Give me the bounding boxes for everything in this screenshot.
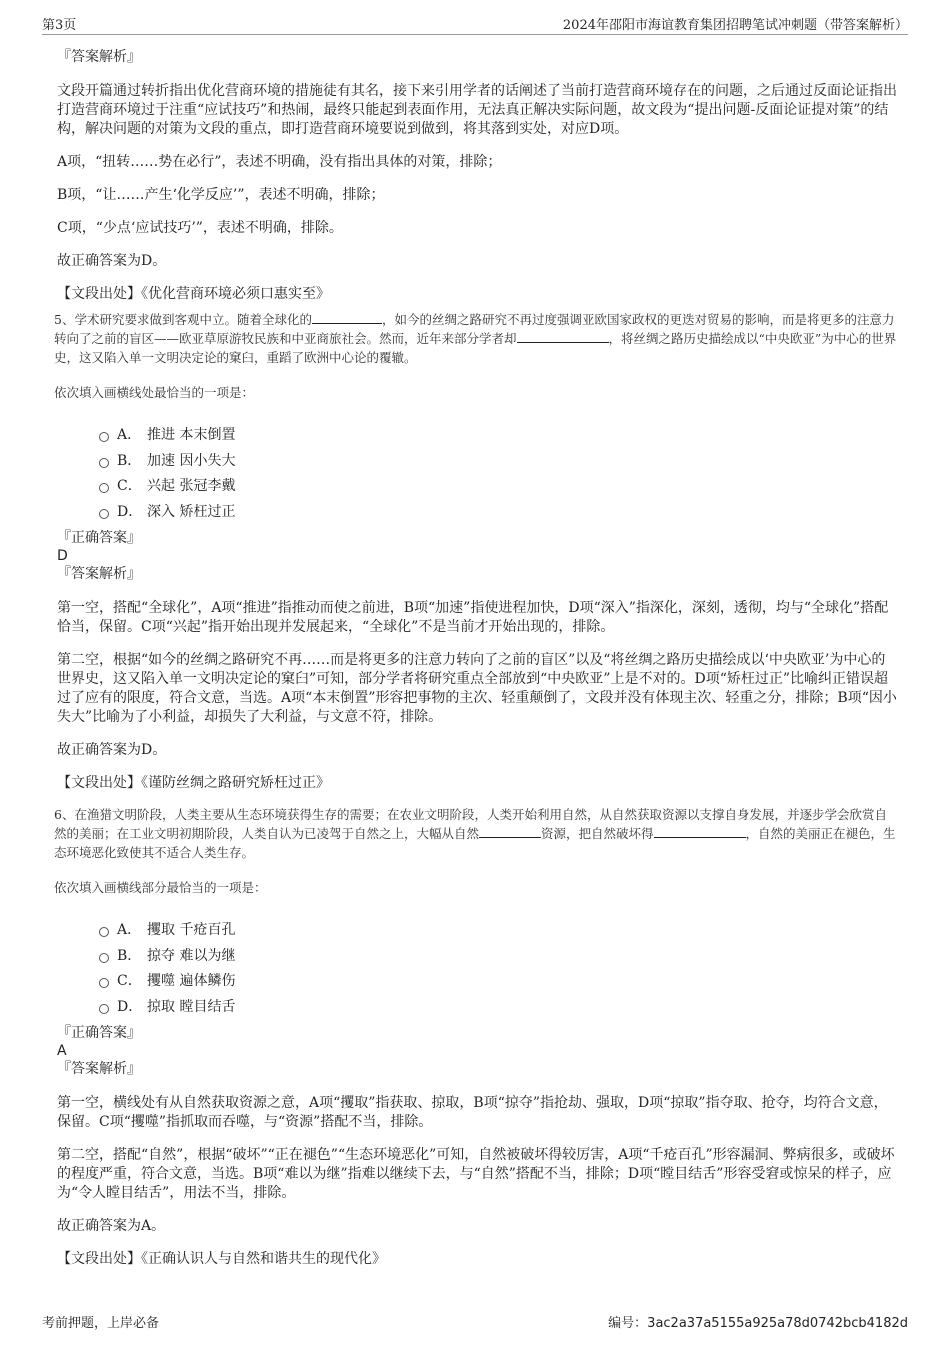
option-d[interactable]: D． 深入 矫枉过正 xyxy=(57,500,897,526)
analysis-paragraph: A项，“扭转……势在必行”，表述不明确，没有指出具体的对策，排除； xyxy=(57,154,502,170)
radio-icon[interactable] xyxy=(99,978,109,988)
radio-icon[interactable] xyxy=(99,953,109,963)
document-title: 2024年邵阳市海谊教育集团招聘笔试冲刺题（带答案解析） xyxy=(562,18,908,33)
page-number: 第3页 xyxy=(42,18,77,33)
answer-value: A xyxy=(57,1043,67,1059)
option-d[interactable]: D． 掠取 瞠目结舌 xyxy=(57,995,897,1021)
radio-icon[interactable] xyxy=(99,432,109,442)
answer-label: 『正确答案』 xyxy=(57,1025,141,1041)
radio-icon[interactable] xyxy=(99,483,109,493)
analysis-paragraph: 第二空，根据“如今的丝绸之路研究不再……而是将更多的注意力转向了之前的盲区”以及“将丝绸之路历史描绘成以‘中央欧亚’为中心的世界史，这又陷入单一文明决定论的窠臼”可知，部分学者将研究重点全部放到“中央欧亚”上是不对的。D项“矫枉过正”比喻纠正错误超过了应有的限度，符合文意，当选。A项“本末倒置”形容把事物的主次、轻重颠倒了，文段并没有体现主次、轻重之分，排除；B项“因小失大”比喻为了小利益，却损失了大利益，与文意不符，排除。 xyxy=(57,652,897,725)
source-citation: 【文段出处】《正确认识人与自然和谐共生的现代化》 xyxy=(57,1251,386,1267)
radio-icon[interactable] xyxy=(99,927,109,937)
question-stem: 6、在渔猎文明阶段，人类主要从生态环境获得生存的需要；在农业文明阶段，人类开始利用自然，从自然获取资源以支撑自身发展，并逐步学会欣赏自然的美丽；在工业文明初期阶段，人类自认为已凌驾于自然之上，大幅从自然 资源，把自然破坏得 ，自然的美丽正在褪色，生态环境恶化致使其不适合人类生存。 xyxy=(54,807,896,860)
radio-icon[interactable] xyxy=(99,458,109,468)
radio-icon[interactable] xyxy=(99,509,109,519)
analysis-label: 『答案解析』 xyxy=(57,49,141,65)
option-b[interactable]: B． 加速 因小失大 xyxy=(57,449,897,475)
conclusion: 故正确答案为D。 xyxy=(57,742,167,758)
analysis-paragraph: 第一空，横线处有从自然获取资源之意，A项“攫取”指获取、掠取，B项“掠夺”指抢劫、强取，D项“掠取”指夺取、抢夺，均符合文意，保留。C项“攫噬”指抓取而吞噬，与“资源”搭配不当，排除。 xyxy=(57,1095,888,1130)
question-stem: 5、学术研究要求做到客观中立。随着全球化的 ，如今的丝绸之路研究不再过度强调亚欧国家政权的更迭对贸易的影响，而是将更多的注意力转向了之前的盲区——欧亚草原游牧民族和中亚商旅社会。然而，近年来部分学者却 ，将丝绸之路历史描绘成以“中央欧亚”为中心的世界史，这又陷入单一文明决定论的窠臼，重蹈了欧洲中心论的覆辙。 xyxy=(54,312,897,365)
question-6 xyxy=(54,805,897,897)
question-prompt: 依次填入画横线部分最恰当的一项是： xyxy=(54,880,267,895)
option-list xyxy=(57,918,897,1020)
analysis-paragraph: 文段开篇通过转折指出优化营商环境的措施徒有其名，接下来引用学者的话阐述了当前打造营商环境存在的问题，之后通过反面论证指出打造营商环境过于注重“应试技巧”和热闹，最终只能起到表面作用，无法真正解决实际问题，故文段为“提出问题-反面论证提对策”的结构，解决问题的对策为文段的重点，即打造营商环境要说到做到，将其落到实处，对应D项。 xyxy=(57,83,897,137)
blank-2 xyxy=(654,825,746,838)
source-citation: 【文段出处】《谨防丝绸之路研究矫枉过正》 xyxy=(57,775,330,791)
option-a[interactable]: A． 攫取 千疮百孔 xyxy=(57,918,897,944)
question-5 xyxy=(54,310,897,402)
blank-2 xyxy=(517,330,609,343)
option-c[interactable]: C． 兴起 张冠李戴 xyxy=(57,474,897,500)
footer-slogan: 考前押题，上岸必备 xyxy=(42,1316,160,1331)
option-a[interactable]: A． 推进 本末倒置 xyxy=(57,423,897,449)
option-c[interactable]: C． 攫噬 遍体鳞伤 xyxy=(57,969,897,995)
answer-value: D xyxy=(57,548,68,564)
conclusion: 故正确答案为A。 xyxy=(57,1218,166,1234)
document-code: 编号：3ac2a37a5155a925a78d0742bcb4182d xyxy=(608,1316,908,1331)
blank-1 xyxy=(312,311,382,324)
option-list xyxy=(57,423,897,525)
conclusion: 故正确答案为D。 xyxy=(57,253,167,269)
question-prompt: 依次填入画横线处最恰当的一项是： xyxy=(54,385,255,400)
page-header xyxy=(42,12,908,35)
analysis-paragraph: C项，“少点‘应试技巧’”，表述不明确，排除。 xyxy=(57,220,343,236)
document-body xyxy=(54,48,897,1269)
analysis-paragraph: 第二空，搭配“自然”，根据“破坏”“正在褪色”“生态环境恶化”可知，自然被破坏得较厉害，A项“千疮百孔”形容漏洞、弊病很多，或破坏的程度严重，符合文意，当选。B项“难以为继”指难以继续下去，与“自然”搭配不当，排除；D项“瞠目结舌”形容受窘或惊呆的样子，应为“令人瞠目结舌”，用法不当，排除。 xyxy=(57,1147,895,1201)
analysis-label: 『答案解析』 xyxy=(57,1061,141,1077)
analysis-paragraph: B项，“让……产生‘化学反应’”，表述不明确，排除； xyxy=(57,187,385,203)
answer-label: 『正确答案』 xyxy=(57,530,141,546)
analysis-paragraph: 第一空，搭配“全球化”，A项“推进”指推动而使之前进，B项“加速”指使进程加快，D项“深入”指深化，深刻，透彻，均与“全球化”搭配恰当，保留。C项“兴起”指开始出现并发展起来，“全球化”不是当前才开始出现的，排除。 xyxy=(57,600,889,635)
radio-icon[interactable] xyxy=(99,1004,109,1014)
option-b[interactable]: B． 掠夺 难以为继 xyxy=(57,944,897,970)
blank-1 xyxy=(479,825,541,838)
analysis-label: 『答案解析』 xyxy=(57,566,141,582)
source-citation: 【文段出处】《优化营商环境必须口惠实至》 xyxy=(57,286,330,302)
